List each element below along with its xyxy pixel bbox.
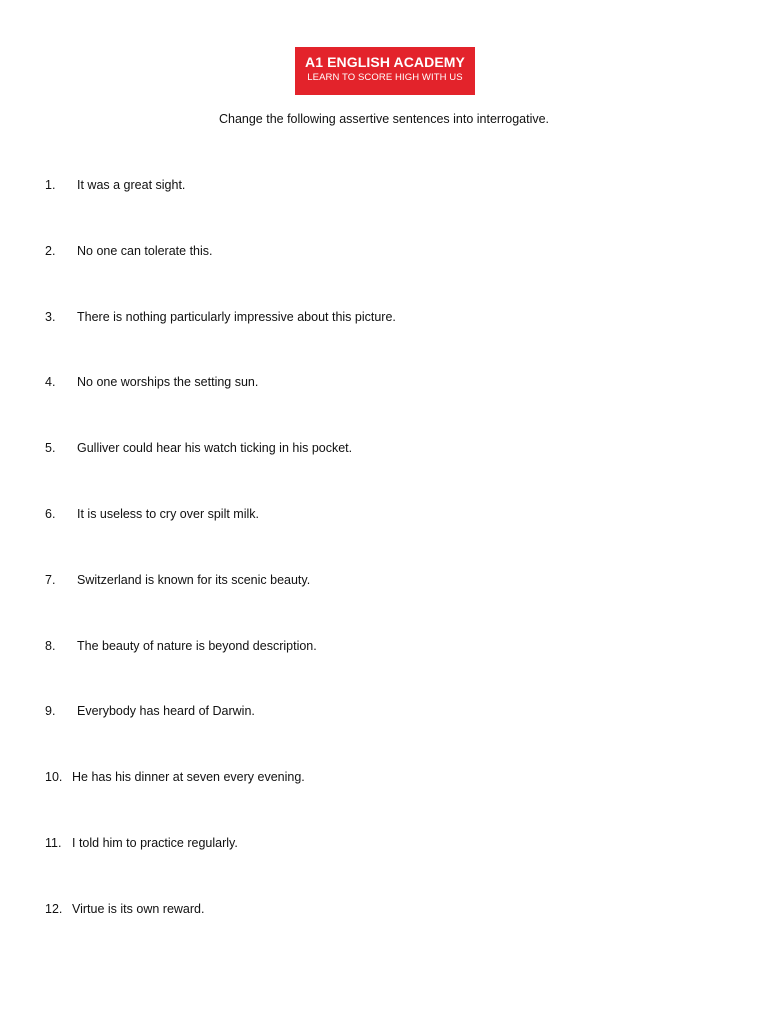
item-number: 2. [45, 243, 56, 258]
list-item [45, 309, 396, 375]
list-item [45, 769, 396, 835]
item-number: 3. [45, 309, 56, 324]
item-number: 1. [45, 178, 56, 192]
item-number: 12. [45, 901, 63, 916]
worksheet-instruction: Change the following assertive sentences into interrogative. [218, 112, 550, 126]
item-number: 5. [45, 441, 56, 456]
item-text: It is useless to cry over spilt milk. [77, 506, 259, 521]
item-text: No one can tolerate this. [77, 243, 213, 258]
logo-tagline: LEARN TO SCORE HIGH WITH US [307, 72, 463, 83]
item-number: 11. [45, 835, 62, 850]
item-text: The beauty of nature is beyond description. [77, 638, 317, 653]
item-number: 6. [45, 506, 56, 521]
list-item [45, 901, 396, 967]
item-text: It was a great sight. [77, 178, 186, 192]
item-number: 10. [45, 770, 63, 785]
list-item [45, 835, 396, 901]
list-item [45, 638, 396, 704]
list-item [45, 572, 396, 638]
item-number: 8. [45, 638, 56, 653]
item-number: 7. [45, 572, 56, 587]
item-text: Virtue is its own reward. [72, 901, 205, 916]
list-item [45, 506, 396, 572]
item-text: He has his dinner at seven every evening. [72, 770, 305, 785]
item-text: Gulliver could hear his watch ticking in his pocket. [77, 441, 353, 456]
item-text: There is nothing particularly impressive about this picture. [77, 309, 396, 324]
item-text: I told him to practice regularly. [72, 835, 238, 850]
item-text: Switzerland is known for its scenic beauty. [77, 572, 311, 587]
academy-logo [295, 47, 475, 95]
list-item [45, 703, 396, 769]
list-item [45, 374, 396, 440]
logo-title: A1 ENGLISH ACADEMY [305, 54, 465, 70]
item-text: Everybody has heard of Darwin. [77, 704, 255, 719]
list-item [45, 243, 396, 309]
item-number: 4. [45, 375, 56, 390]
item-number: 9. [45, 704, 56, 719]
list-item [45, 440, 396, 506]
item-text: No one worships the setting sun. [77, 375, 259, 390]
sentence-list [45, 177, 396, 967]
list-item [45, 177, 396, 243]
